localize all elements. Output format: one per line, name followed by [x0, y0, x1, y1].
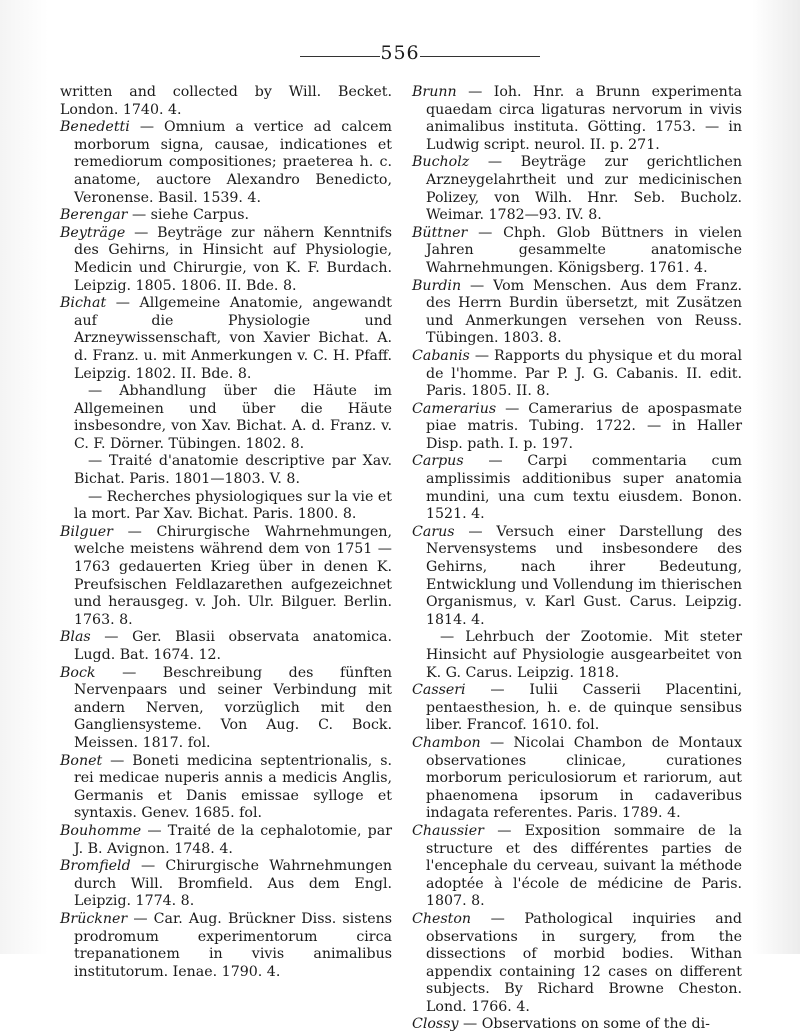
entry-author-name: Burdin — [412, 277, 462, 294]
entry-author-name: Bonet — [60, 752, 103, 769]
bibliography-entry — [60, 858, 392, 911]
entry-text: — Iulii Casserii Placentini, pentaesthesion, h. e. de quinque sensibus liber. Francof. 1610. fol. — [426, 682, 742, 734]
entry-text: — Ger. Blasii observata anatomica. Lugd. Bat. 1674. 12. — [74, 629, 392, 663]
bibliography-entry — [412, 278, 742, 348]
entry-author-name: Cheston — [412, 910, 472, 927]
entry-text: — siehe Carpus. — [131, 207, 250, 224]
bibliography-entry — [412, 348, 742, 401]
page-number: 556 — [380, 42, 420, 64]
bibliography-entry — [412, 84, 742, 154]
bibliography-entry — [412, 735, 742, 823]
entry-author-name: Beyträge — [60, 224, 126, 241]
bibliography-entry — [60, 665, 392, 753]
bibliography-entry — [412, 453, 742, 523]
entry-author-name: Benedetti — [60, 119, 130, 136]
bibliography-entry — [60, 823, 392, 858]
bibliography-entry — [412, 682, 742, 735]
entry-text: written and collected by Will. Becket. London. 1740. 4. — [60, 84, 392, 118]
entry-text: — Nicolai Chambon de Montaux observationes clinicae, curationes morborum periculosiorum et rariorum, aut phaenomena ipsorum in cadaveribus indagata referentes. Paris. 1789. 4. — [426, 734, 742, 822]
entry-author-name: Bromfield — [60, 858, 131, 875]
entry-author-name: Büttner — [412, 224, 468, 241]
entry-author-name: Cabanis — [412, 347, 470, 364]
bibliography-entry — [412, 524, 742, 630]
entry-text: — Allgemeine Anatomie, angewandt auf die Physiologie und Arzneywissenschaft, von Xavier Bichat. A. d. Franz. u. mit Anmerkungen v. C. H. Pfaff. Leipzig. 1802. II. Bde. 8. — [74, 295, 392, 382]
bibliography-entry — [60, 453, 392, 488]
entry-text: — Lehrbuch der Zootomie. Mit steter Hinsicht auf Physiologie ausgearbeitet von K. G. Carus. Leipzig. 1818. — [426, 629, 742, 681]
page-header — [0, 40, 800, 70]
entry-author-name: Brunn — [412, 84, 457, 100]
bibliography-entry — [412, 629, 742, 682]
bibliography-entry — [60, 753, 392, 823]
entry-author-name: Bock — [60, 664, 96, 681]
bibliography-entry — [60, 225, 392, 295]
entry-text: — Camerarius de apospasmate piae matris. Tubing. 1722. — in Haller Disp. path. I. p. 197. — [426, 400, 743, 452]
entry-author-name: Casseri — [412, 682, 466, 699]
entry-text: — Versuch einer Darstellung des Nervensystems und insbesondere des Gehirns, nach ihrer Bedeutung, Entwicklung und Vollendung im thierischen Organismus, v. Karl Gust. Carus. Leipzig. 1814. 4. — [426, 523, 742, 628]
entry-text: — Chph. Glob Büttners in vielen Jahren gesammelte anatomische Wahrnehmungen. Königsberg. 1761. 4. — [426, 224, 742, 276]
right-column — [412, 84, 742, 1034]
entry-author-name: Clossy — [412, 1016, 459, 1033]
entry-author-name: Carus — [412, 523, 455, 540]
entry-text: — Beyträge zur nähern Kenntnifs des Gehirns, in Hinsicht auf Physiologie, Medicin und Chirurgie, von K. F. Burdach. Leipzig. 1805. 1806. II. Bde. 8. — [74, 224, 392, 294]
bibliography-entry — [412, 823, 742, 911]
entry-text: — Carpi commentaria cum amplissimis additionibus super anatomia mundini, una cum textu eiusdem. Bonon. 1521. 4. — [426, 453, 742, 523]
entry-text: — Vom Menschen. Aus dem Franz. des Herrn Burdin übersetzt, mit Zusätzen und Anmerkungen versehen von Reuss. Tübingen. 1803. 8. — [426, 277, 742, 347]
entry-author-name: Berengar — [60, 207, 128, 224]
bibliography-entry — [60, 629, 392, 664]
entry-author-name: Chaussier — [412, 822, 484, 839]
entry-text: — Traité d'anatomie descriptive par Xav. Bichat. Paris. 1801—1803. V. 8. — [74, 453, 392, 488]
left-column — [60, 84, 392, 981]
bibliography-entry — [60, 524, 392, 630]
entry-text: — Beyträge zur gerichtlichen Arzneygelahrtheit und zur medicinischen Polizey, von Wilh. Hnr. Seb. Bucholz. Weimar. 1782—93. IV. 8. — [426, 154, 742, 224]
entry-author-name: Bucholz — [412, 154, 470, 171]
entry-text: — Recherches physiologiques sur la vie et la mort. Par Xav. Bichat. Paris. 1800. 8. — [74, 488, 392, 523]
entry-text: — Chirurgische Wahrnehmungen durch Will. Bromfield. Aus dem Engl. Leipzig. 1774. 8. — [74, 858, 393, 910]
header-rule-right — [420, 56, 540, 57]
entry-text: — Exposition sommaire de la structure et des différentes parties de l'encephale du cerveau, suivant la méthode adoptée à l'école de médicine de Paris. 1807. 8. — [426, 822, 742, 910]
entry-author-name: Bouhomme — [60, 822, 142, 839]
bibliography-entry — [412, 401, 742, 454]
entry-text: — Abhandlung über die Häute im Allgemeinen und über die Häute insbesondre, von Xav. Bichat. A. d. Franz. v. C. F. Dörner. Tübingen. 1802. 8. — [74, 383, 392, 452]
bibliography-entry — [60, 383, 392, 453]
entry-author-name: Chambon — [412, 734, 481, 751]
entry-author-name: Camerarius — [412, 400, 497, 417]
entry-text: — Observations on some of the di- — [463, 1016, 710, 1033]
entry-text: — Beschreibung des fünften Nervenpaars und seiner Verbindung mit andern Nerven, vorzüglich mit den Gangliensysteme. Von Aug. C. Bock. Meissen. 1817. fol. — [74, 664, 392, 751]
entry-text: — Omnium a vertice ad calcem morborum signa, causae, indicationes et remediorum compositiones; praeterea h. c. anatome, auctore Alexandro Benedicto, Veronense. Basil. 1539. 4. — [74, 119, 392, 206]
bibliography-entry — [412, 225, 742, 278]
entry-text: — Car. Aug. Brückner Diss. sistens prodromum experimentorum circa trepanationem in vivis animalibus institutorum. Ienae. 1790. 4. — [74, 910, 393, 980]
entry-text: — Traité de la cephalotomie, par J. B. Avignon. 1748. 4. — [74, 822, 392, 857]
bibliography-entry — [60, 295, 392, 383]
bibliography-entry — [60, 119, 392, 207]
bibliography-entry — [60, 489, 392, 524]
entry-text: — Boneti medicina septentrionalis, s. rei medicae nuperis annis a medicis Anglis, Germanis et Danis emissae sylloge et syntaxis. Genev. 1685. fol. — [74, 752, 392, 822]
bibliography-entry — [412, 1016, 742, 1034]
entry-author-name: Brückner — [60, 910, 128, 927]
entry-text: — Ioh. Hnr. a Brunn experimenta quaedam circa ligaturas nervorum in vivis animalibus instituta. Götting. 1753. — in Ludwig script. neurol. II. p. 271. — [426, 84, 742, 153]
entry-text: — Pathological inquiries and observations in surgery, from the dissections of morbid bodies. Withan appendix containing 12 cases on different subjects. By Richard Browne Cheston. Lond. 1766. 4. — [426, 910, 742, 1015]
entry-author-name: Bilguer — [60, 523, 113, 540]
bibliography-entry — [60, 207, 392, 225]
entry-author-name: Carpus — [412, 453, 464, 470]
entry-text: — Chirurgische Wahrnehmungen, welche meistens während dem von 1751 — 1763 gedauerten Krieg über in denen K. Preufsischen Feldlazarethen aufgezeichnet und herausgeg. v. Joh. Ulr. Bilguer. Berlin. 1763. 8. — [74, 523, 392, 628]
bibliography-entry — [60, 911, 392, 981]
bibliography-entry — [60, 84, 392, 119]
entry-author-name: Blas — [60, 629, 91, 646]
bibliography-entry — [412, 911, 742, 1017]
bibliography-entry — [412, 154, 742, 224]
entry-author-name: Bichat — [60, 295, 107, 312]
entry-text: — Rapports du physique et du moral de l'homme. Par P. J. G. Cabanis. II. edit. Paris. 1805. II. 8. — [426, 347, 742, 400]
